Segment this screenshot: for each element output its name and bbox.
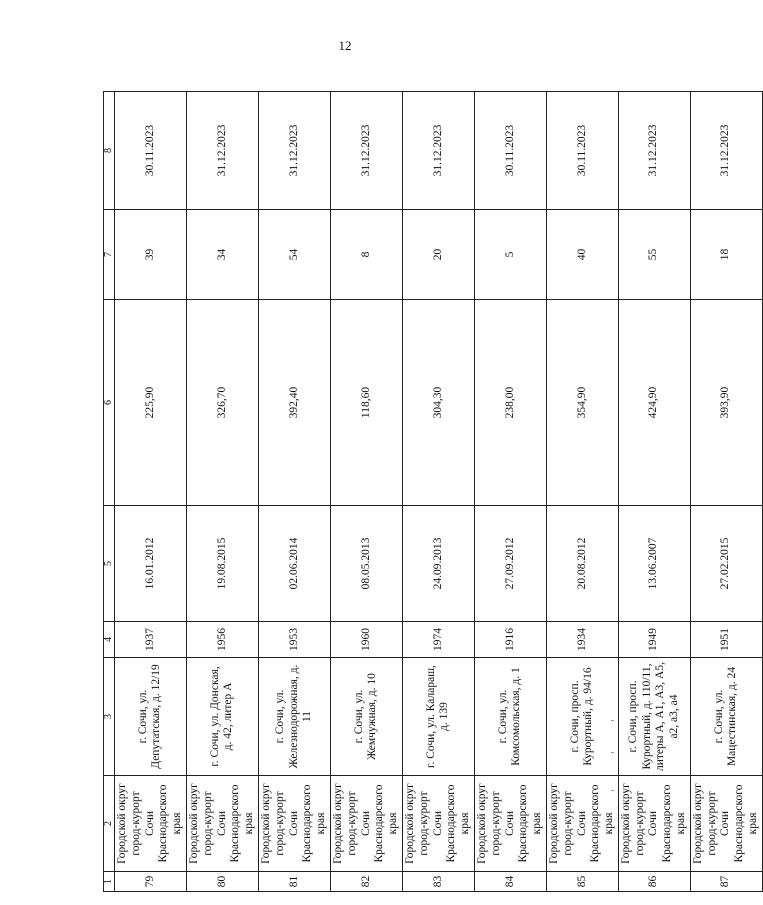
row-number: 79 [115,872,187,892]
deadline-cell: 30.11.2023 [115,92,187,210]
owner-cell: Городской округ город-курорт Сочи Краснодарского края [186,776,258,872]
year-cell: 1974 [402,622,474,658]
address-cell: г. Сочи, ул. Железнодорожная, д. 11 [258,658,330,776]
date-cell: 08.05.2013 [330,506,402,622]
year-cell: 1951 [690,622,762,658]
header-cell: 4 [104,622,115,658]
count-cell: 54 [258,210,330,300]
header-cell: 8 [104,92,115,210]
area-cell: 304,30 [402,300,474,506]
row-number: 82 [330,872,402,892]
header-cell: 3 [104,658,115,776]
header-cell: 1 [104,872,115,892]
owner-cell: Городской округ город-курорт Сочи Краснодарского края [618,776,690,872]
address-cell: г. Сочи, ул. Калараш, д. 139 [402,658,474,776]
date-cell: 19.08.2015 [186,506,258,622]
count-cell: 39 [115,210,187,300]
count-cell: 8 [330,210,402,300]
count-cell: 5 [474,210,546,300]
owner-cell: Городской округ город-курорт Сочи Краснодарского края [330,776,402,872]
table-row [546,92,618,892]
deadline-cell: 30.11.2023 [546,92,618,210]
year-cell: 1937 [115,622,187,658]
header-cell: 7 [104,210,115,300]
table-row [690,92,762,892]
table-row [330,92,402,892]
owner-cell: Городской округ город-курорт Сочи Краснодарского края [546,776,618,872]
area-cell: 392,40 [258,300,330,506]
row-number: 83 [402,872,474,892]
area-cell: 393,90 [690,300,762,506]
address-cell: г. Сочи, ул. Комсомольская, д. 1 [474,658,546,776]
address-cell: г. Сочи, просп. Курортный, д. 110/11, литеры А, А1, А3, А5, а2, а3, а4 [618,658,690,776]
table-row [402,92,474,892]
year-cell: 1960 [330,622,402,658]
area-cell: 424,90 [618,300,690,506]
date-cell: 24.09.2013 [402,506,474,622]
count-cell: 20 [402,210,474,300]
deadline-cell: 31.12.2023 [330,92,402,210]
owner-cell: Городской округ город-курорт Сочи Краснодарского края [258,776,330,872]
area-cell: 238,00 [474,300,546,506]
date-cell: 16.01.2012 [115,506,187,622]
count-cell: 40 [546,210,618,300]
row-number: 87 [690,872,762,892]
table-row [618,92,690,892]
page-number: 12 [338,38,352,53]
row-number: 85 [546,872,618,892]
area-cell: 225,90 [115,300,187,506]
year-cell: 1934 [546,622,618,658]
year-cell: 1916 [474,622,546,658]
year-cell: 1953 [258,622,330,658]
address-cell: г. Сочи, ул. Мацестинская, д. 24 [690,658,762,776]
area-cell: 326,70 [186,300,258,506]
address-cell: г. Сочи, ул. Депутатская, д. 12/19 [115,658,187,776]
deadline-cell: 30.11.2023 [474,92,546,210]
scan-speck [611,790,614,791]
row-number: 86 [618,872,690,892]
deadline-cell: 31.12.2023 [618,92,690,210]
header-row [104,92,115,892]
row-number: 81 [258,872,330,892]
owner-cell: Городской округ город-курорт Сочи Краснодарского края [474,776,546,872]
count-cell: 18 [690,210,762,300]
address-cell: г. Сочи, просп. Курортный, д. 94/16 [546,658,618,776]
deadline-cell: 31.12.2023 [402,92,474,210]
deadline-cell: 31.12.2023 [690,92,762,210]
address-cell: г. Сочи, ул. Жемчужная, д. 10 [330,658,402,776]
table-row [186,92,258,892]
date-cell: 02.06.2014 [258,506,330,622]
registry-table-rotated [103,92,760,892]
date-cell: 27.02.2015 [690,506,762,622]
deadline-cell: 31.12.2023 [258,92,330,210]
header-cell: 2 [104,776,115,872]
header-cell: 5 [104,506,115,622]
year-cell: 1949 [618,622,690,658]
table-row [258,92,330,892]
owner-cell: Городской округ город-курорт Сочи Краснодарского края [690,776,762,872]
scan-speck [611,720,614,721]
registry-table [103,91,763,892]
area-cell: 118,60 [330,300,402,506]
year-cell: 1956 [186,622,258,658]
deadline-cell: 31.12.2023 [186,92,258,210]
table-row [115,92,187,892]
row-number: 84 [474,872,546,892]
owner-cell: Городской округ город-курорт Сочи Краснодарского края [115,776,187,872]
date-cell: 13.06.2007 [618,506,690,622]
date-cell: 20.08.2012 [546,506,618,622]
row-number: 80 [186,872,258,892]
date-cell: 27.09.2012 [474,506,546,622]
scan-speck [611,752,614,753]
count-cell: 34 [186,210,258,300]
address-cell: г. Сочи, ул. Донская, д. 42, литер А [186,658,258,776]
owner-cell: Городской округ город-курорт Сочи Краснодарского края [402,776,474,872]
table-row [474,92,546,892]
count-cell: 55 [618,210,690,300]
area-cell: 354,90 [546,300,618,506]
header-cell: 6 [104,300,115,506]
